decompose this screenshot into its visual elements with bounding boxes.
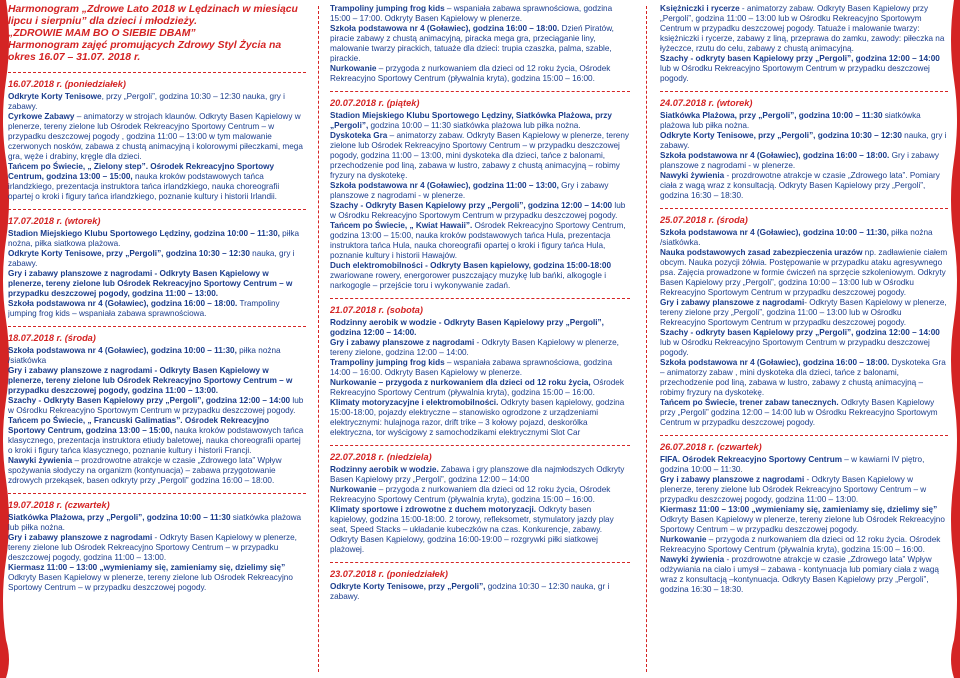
schedule-entry	[330, 485, 630, 505]
entry-text: – przygoda z nurkowaniem dla dzieci od 12 roku życia. Ośrodek Rekreacyjno Sportowy Centrum (pływalnia kryta), godzina 15:00 – 16:00.	[660, 535, 941, 554]
schedule-entry	[330, 465, 630, 485]
entry-title: Odkryte Korty Tenisowe	[8, 92, 102, 101]
entry-text: nauka, gry i zabawy.	[8, 249, 295, 268]
day-section	[660, 442, 948, 595]
schedule-entry	[330, 582, 630, 602]
entry-title: Nawyki żywienia	[660, 555, 725, 564]
column-3	[660, 4, 948, 674]
entry-title: Tańcem po Świecie, trener zabaw tanecznych.	[660, 398, 839, 407]
section-divider	[330, 445, 630, 446]
entry-title: Tańcem po Świecie, „ Zielony step”. Ośrodek Rekreacyjno Sportowy Centrum, godzina 13:00 – 15:00,	[8, 162, 275, 181]
header-slogan: „ZDROWIE MAM BO O SIEBIE DBAM”	[8, 28, 196, 39]
entry-text: Odkryty Basen Kąpielowy przy „Pergoli” godzina 12:00 – 14:00 lub w Ośrodku Rekreacyjno Sportowym Centrum w przypadku deszczowej pogody.	[660, 398, 938, 427]
entry-title: Szachy - odkryty basen Kąpielowy przy „Pergoli”, godzina 12:00 – 14:00	[660, 54, 940, 63]
schedule-entry	[330, 24, 630, 64]
day-section	[660, 215, 948, 428]
day-date: 25.07.2018 r. (środa)	[660, 215, 748, 225]
schedule-entry	[8, 162, 306, 202]
entry-text: - Odkryty Basen Kąpielowy w plenerze, tereny zielone przy „Pergoli”, godzina 11:00 – 13:00 lub w Ośrodku Rekreacyjno Sportowym Centrum w przypadku deszczowej pogody.	[660, 298, 947, 327]
schedule-entry	[330, 181, 630, 201]
schedule-entry	[660, 171, 948, 201]
entry-text: piłka nożna /siatkówka	[8, 346, 281, 365]
schedule-entry	[330, 221, 630, 261]
entry-text: Odkryty basen kąpielowy, godzina 15:00-18:00, pojazdy elektryczne – stanowisko ogrodzone z urządzeniami elektrycznymi: hulajnoga razor, drift trike – 3 kołowy pojazd, deskorólka elektryczna, tor wyścigowy z samochodzikami elektrycznymi Slot Car	[330, 398, 625, 437]
schedule-entry	[330, 4, 630, 24]
schedule-entry	[660, 54, 948, 84]
entry-title: Szachy - odkryty basen Kąpielowy przy „Pergoli”, godzina 12:00 – 14:00	[660, 328, 940, 337]
entry-title: Nauka podstawowych zasad zabezpieczenia urazów	[660, 248, 863, 257]
entry-text: - Odkryty Basen Kąpielowy w plenerze, tereny zielone lub Ośrodek Rekreacyjno Sportowy Centrum – w przypadku deszczowej pogody, godzina 11:00 – 13:00.	[8, 533, 297, 562]
entry-text: godzina 10:30 – 12:30 nauka, gr i zabawy.	[330, 582, 610, 601]
entry-title: FIFA. Ośrodek Rekreacyjno Sportowy Centrum	[660, 455, 842, 464]
entry-title: Szkoła podstawowa nr 4 (Goławiec), godzina 10:00 – 11:30,	[660, 228, 889, 237]
section-divider	[8, 209, 306, 210]
schedule-entry	[8, 456, 306, 486]
column-2	[330, 4, 630, 674]
right-decorative-border	[946, 0, 960, 678]
schedule-entry	[660, 535, 948, 555]
day-date: 23.07.2018 r. (poniedziałek)	[330, 569, 448, 579]
entry-title: Szachy - Odkryty Basen Kąpielowy przy „Pergoli”, godzina 12:00 – 14:00	[330, 201, 613, 210]
day-date: 19.07.2018 r. (czwartek)	[8, 500, 110, 510]
schedule-entry	[8, 112, 306, 162]
day-date: 20.07.2018 r. (piątek)	[330, 98, 420, 108]
schedule-entry	[8, 533, 306, 563]
entry-text: nauka, gry i zabawy.	[660, 131, 947, 150]
entry-text: lub w Ośrodku Rekreacyjno Sportowym Centrum w przypadku deszczowej pogody.	[660, 338, 930, 357]
schedule-entry	[8, 563, 306, 593]
entry-title: Cyrkowe Zabawy	[8, 112, 75, 121]
entry-text: godzina 10:00 – 11:30 siatkówka plażowa lub piłka nożna.	[368, 121, 581, 130]
entry-text: nauka kroków podstawowych tańca irlandzkiego, prezentacja instruktora tańca irlandzkiego, nauka choreografii opartej o kroki i figury tańca irlandzkiego, poznanie kultury i historii Irlandii.	[8, 172, 280, 201]
day-section	[330, 452, 630, 555]
schedule-entry	[660, 555, 948, 595]
schedule-entry	[330, 261, 630, 291]
schedule-entry	[330, 64, 630, 84]
entry-text: - Odkryty Basen Kąpielowy w plenerze, tereny zielone lub Ośrodek Rekreacyjno Sportowy Centrum – w przypadku deszczowej pogody, godzina 11:00 – 13:00.	[660, 475, 927, 504]
entry-title: Dyskoteka Gra	[330, 131, 388, 140]
entry-text: - Odkryty Basen Kąpielowy w plenerze, tereny zielone, godzina 12:00 – 14:00.	[330, 338, 619, 357]
schedule-entry	[8, 396, 306, 416]
entry-title: Gry i zabawy planszowe z nagrodami	[8, 533, 153, 542]
schedule-entry	[8, 229, 306, 249]
entry-title: Nurkowanie	[660, 535, 707, 544]
entry-title: Odkryte Korty Tenisowe, przy „Pergoli”, godzina 10:30 – 12:30	[660, 131, 902, 140]
entry-title: Stadion Miejskiego Klubu Sportowego Lędziny, Siatkówka Plażowa, przy „Pergoli”,	[330, 111, 612, 130]
day-date: 18.07.2018 r. (środa)	[8, 333, 96, 343]
column-divider-right	[646, 6, 647, 672]
entry-title: Nurkowanie	[330, 64, 377, 73]
schedule-entry	[660, 151, 948, 171]
schedule-entry	[8, 513, 306, 533]
schedule-entry	[660, 328, 948, 358]
schedule-entry	[8, 416, 306, 456]
schedule-entry	[660, 358, 948, 398]
entry-text: - prozdrowotne atrakcje w czasie „Zdrowego lata” Wpływ odżywiania na ciało i umysł – zabawa - kontynuacja lub pomiary ciała z wagą wraz z konsultacją –kontynuacja. Odkryty Basen Kąpielowy przy „Pergoli”, godzina 16:30 – 18:30.	[660, 555, 939, 594]
entry-title: Szkoła podstawowa nr 4 (Goławiec), godzina 16:00 – 18:00.	[330, 24, 560, 33]
day-date: 17.07.2018 r. (wtorek)	[8, 216, 101, 226]
entry-title: Księżniczki i rycerze	[660, 4, 740, 13]
day-section	[660, 98, 948, 201]
section-divider	[660, 91, 948, 92]
entry-text: – przygoda z nurkowaniem dla dzieci od 12 roku życia, Ośrodek Rekreacyjno Sportowy Centrum (pływalnia kryta), godzina 15:00 – 16:00.	[330, 485, 611, 504]
header-period: Harmonogram zajęć promujących Zdrowy Styl Życia na okres 16.07 – 31.07. 2018 r.	[8, 40, 282, 63]
entry-title: Trampoliny jumping frog kids	[330, 358, 445, 367]
schedule-entry	[660, 398, 948, 428]
schedule-entry	[8, 92, 306, 112]
entry-text: siatkówka plażowa lub piłka nożna.	[660, 111, 921, 130]
entry-title: Nurkowanie – przygoda z nurkowaniem dla dzieci od 12 roku życia,	[330, 378, 591, 387]
entry-text: , przy „Pergoli”, godzina 10:30 – 12:30 nauka, gry i zabawy.	[8, 92, 285, 111]
schedule-entry	[660, 455, 948, 475]
entry-title: Rodzinny aerobik w wodzie - Odkryty Basen Kąpielowy przy „Pergoli”, godzina 12:00 – 14:00.	[330, 318, 604, 337]
entry-text: Trampoliny jumping frog kids – wspaniała zabawa sprawnościowa.	[8, 299, 280, 318]
column-divider-left	[318, 6, 319, 672]
schedule-header	[8, 4, 306, 64]
schedule-entry	[330, 111, 630, 131]
schedule-entry	[330, 318, 630, 338]
entry-text: - animatorzy zabaw. Odkryty Basen Kąpielowy przy „Pergoli”, godzina 11:00 – 13:00 lub w Ośrodku Rekreacyjno Sportowym Centrum w przypadku deszczowej pogody. Tatuaże i malowanie twarzy: księżniczki i rycerze, zabawy z liną, przeprawa do zamku, zawody: piłeczka na łyżeczce, rzutu do celu, zabawy z chustą animacyjną.	[660, 4, 945, 53]
entry-title: Tańcem po Świecie, „ Kwiat Hawaii”.	[330, 221, 473, 230]
entry-title: Szkoła podstawowa nr 4 (Goławiec), godzina 10:00 – 11:30,	[8, 346, 237, 355]
section-divider	[8, 493, 306, 494]
day-date: 26.07.2018 r. (czwartek)	[660, 442, 762, 452]
schedule-entry	[330, 398, 630, 438]
entry-title: Siatkówka Plażowa, przy „Pergoli”, godzina 10:00 – 11:30	[660, 111, 883, 120]
entry-title: Rodzinny aerobik w wodzie.	[330, 465, 439, 474]
schedule-entry	[660, 4, 948, 54]
section-divider	[330, 298, 630, 299]
entry-text: - prozdrowotne atrakcje w czasie „Zdrowego lata”. Pomiary ciała z wagą wraz z konsultacją. Odkryty Basen Kąpielowy przy „Pergoli”, godzina 16:30 – 18:30.	[660, 171, 940, 200]
entry-title: Nurkowanie	[330, 485, 377, 494]
day-section-continued	[330, 4, 630, 84]
entry-title: Gry i zabawy planszowe z nagrodami	[660, 475, 805, 484]
entry-text: Gry i zabawy planszowe z nagrodami - w plenerze.	[330, 181, 609, 200]
entry-title: Gry i zabawy planszowe z nagrodami	[330, 338, 475, 347]
entry-text: – animatorzy w strojach klaunów. Odkryty Basen Kąpielowy w plenerze, tereny zielone lub Ośrodek Rekreacyjno Sportowy Centrum – w przypadku deszczowej pogody , godzina 11:00 – 13:00 w tym malowanie czerwonych nosków, zabawa z chustą animacyjną i kolorowymi piłeczkami, mega gra, węże i drabiny, kręgle dla dzieci.	[8, 112, 303, 161]
entry-title: Kiermasz 11:00 – 13:00 „wymieniamy się, zamieniamy się, dzielimy się”	[660, 505, 938, 514]
entry-title: Klimaty sportowe i zdrowotne z duchem motoryzacji.	[330, 505, 537, 514]
schedule-entry	[660, 111, 948, 131]
entry-text: siatkówka plażowa lub piłka nożna.	[8, 513, 302, 532]
entry-text: zwariowane rowery, energorower puszczający muzykę lub bańki, alkogogle i narkogogle – przejście toru i wykonywanie zadań.	[330, 271, 607, 290]
day-section	[8, 216, 306, 319]
entry-text: Odkryty Basen Kąpielowy w plenerze, tereny zielone lub Ośrodek Rekreacyjno Sportowy Centrum – w przypadku deszczowej pogody.	[8, 573, 293, 592]
entry-text: Odkryty basen kąpielowy, godzina 15:00-18:00. 2 torowy, refleksometr, stymulatory jazdy play seat, Speed Stacks – układanie kubeczków na czas. Konkurencje, zabawy. Odkryty Basen Kąpielowy, godzina 16:00-19:00 – rozgrywki piłki siatkowej plażowej.	[330, 505, 614, 554]
entry-text: np. zadławienie ciałem obcym. Nauka pozycji żółwia. Postępowanie w przypadku ataku agresywnego psa. Zajęcia prowadzone w formie ćwiczeń na sprzęcie szkoleniowym. Odkryty Basen Kąpielowy przy „Pergoli”, godzina 10:00 – 13:00 lub w Ośrodku Rekreacyjno Sportowym Centrum w przypadku deszczowej pogody.	[660, 248, 948, 297]
entry-title: Szkoła podstawowa nr 4 (Goławiec), godzina 16:00 – 18:00.	[660, 151, 890, 160]
entry-text: – przygoda z nurkowaniem dla dzieci od 12 roku życia, Ośrodek Rekreacyjno Sportowy Centrum (pływalnia kryta), godzina 15:00 – 16:00.	[330, 64, 611, 83]
schedule-entry	[660, 505, 948, 535]
entry-text: – wspaniała zabawa sprawnościowa, godzina 14:00 – 16:00. Odkryty Basen Kąpielowy w plenerze.	[330, 358, 613, 377]
entry-title: Gry i zabawy planszowe z nagrodami - Odkryty Basen Kąpielowy w plenerze, tereny zielone lub Ośrodek Rekreacyjno Sportowy Centrum – w przypadku deszczowej pogody, godzina 11:00 – 13:00.	[8, 366, 293, 395]
section-divider	[330, 562, 630, 563]
schedule-entry	[8, 346, 306, 366]
entry-text: lub w Ośrodku Rekreacyjno Sportowym Centrum w przypadku deszczowej pogody.	[8, 396, 304, 415]
schedule-entry	[660, 248, 948, 298]
day-section	[330, 569, 630, 602]
section-divider	[660, 435, 948, 436]
schedule-entry	[8, 269, 306, 299]
entry-text: lub w Ośrodku Rekreacyjno Sportowym Centrum w przypadku deszczowej pogody.	[660, 64, 930, 83]
entry-title: Szkoła podstawowa nr 4 (Goławiec), godzina 16:00 – 18:00.	[8, 299, 238, 308]
schedule-entry	[660, 228, 948, 248]
entry-text: lub w Ośrodku Rekreacyjno Sportowym Centrum w przypadku deszczowej pogody.	[330, 201, 626, 220]
entry-title: Nawyki żywienia	[660, 171, 725, 180]
entry-title: Stadion Miejskiego Klubu Sportowego Lędziny, godzina 10:00 – 11:30,	[8, 229, 280, 238]
schedule-entry	[330, 358, 630, 378]
entry-text: Dzień Piratów, piracie zabawy z chustą animacyjną, piracka mega gra, przeciąganie liny, malowanie twarzy pirackich, tatuaże dla dzieci: trupia czaszka, palma, szable, pirackie.	[330, 24, 614, 63]
entry-text: nauka kroków podstawowych tańca klasycznego, prezentacja instruktora etiudy baletowej, nauka choreografii opartej o kroki i figury tańca klasycznego, poznanie kultury i historii Francji.	[8, 426, 304, 455]
entry-text: – prozdrowotne atrakcje w czasie „Zdrowego lata” Wpływ spożywania słodyczy na organizm (kontynuacja) – zabawa przygotowanie zdrowych przekąsek, basen odkryty przy „Pergoli” godzina 16:00 – 18:00.	[8, 456, 282, 485]
entry-text: – animatorzy zabaw. Odkryty Basen Kąpielowy w plenerze, tereny zielone lub Ośrodek Rekreacyjno Sportowy Centrum – w przypadku deszczowej pogody, godzina 11:00 – 13:00, mini dyskoteka dla dzieci, tańce z balonami, przechodzenie pod liną, zabawa w lustro, zabawy z chustą animacyjną – robimy fryzury na dyskotekę.	[330, 131, 630, 180]
schedule-entry	[660, 131, 948, 151]
schedule-entry	[330, 131, 630, 181]
entry-text: Dyskoteka Gra – animatorzy zabaw , mini dyskoteka dla dzieci, tańce z balonami, przechodzenie pod liną, zabawa w lustro, zabawy z chustą animacyjną – robimy fryzury na dyskotekę.	[660, 358, 946, 397]
entry-title: Nawyki żywienia	[8, 456, 73, 465]
header-title: Harmonogram „Zdrowe Lato 2018 w Lędzinach w miesiącu lipcu i sierpniu” dla dzieci i młodzieży.	[8, 4, 298, 27]
entry-title: Odkryte Korty Tenisowe, przy „Pergoli”,	[330, 582, 486, 591]
day-date: 22.07.2018 r. (niedziela)	[330, 452, 432, 462]
entry-title: Szkoła podstawowa nr 4 (Goławiec), godzina 11:00 – 13:00,	[330, 181, 559, 190]
day-section	[330, 98, 630, 291]
day-date: 24.07.2018 r. (wtorek)	[660, 98, 753, 108]
entry-title: Duch elektromobilności - Odkryty Basen kąpielowy, godzina 15:00-18:00	[330, 261, 612, 270]
entry-text: Gry i zabawy planszowe z nagrodami - w plenerze.	[660, 151, 939, 170]
schedule-entry	[660, 298, 948, 328]
entry-text: Odkryty Basen Kąpielowy w plenerze, tereny zielone lub Ośrodek Rekreacyjno Sportowy Centrum – w przypadku deszczowej pogody.	[660, 515, 945, 534]
day-section	[8, 500, 306, 593]
entry-text: Zabawa i gry planszowe dla najmłodszych Odkryty Basen Kąpielowy przy „Pergoli”, godzina 12:00 – 14:00	[330, 465, 625, 484]
entry-text: piłka nożna /siatkówka.	[660, 228, 933, 247]
schedule-entry	[330, 338, 630, 358]
entry-title: Kiermasz 11:00 – 13:00 „wymieniamy się, zamieniamy się, dzielimy się”	[8, 563, 286, 572]
day-section	[330, 305, 630, 438]
entry-text: – w kawiarni IV piętro, godzina 10:00 – 11:30.	[660, 455, 925, 474]
day-date: 16.07.2018 r. (poniedziałek)	[8, 79, 126, 89]
day-section	[8, 333, 306, 486]
schedule-entry	[330, 378, 630, 398]
entry-title: Siatkówka Plażowa, przy „Pergoli”, godzina 10:00 – 11:30	[8, 513, 231, 522]
schedule-entry	[330, 505, 630, 555]
entry-title: Klimaty motoryzacyjne i elektromobilności.	[330, 398, 499, 407]
day-section-continued	[660, 4, 948, 84]
entry-title: Szachy - Odkryty Basen Kąpielowy przy „Pergoli”, godzina 12:00 – 14:00	[8, 396, 291, 405]
schedule-entry	[8, 249, 306, 269]
day-date: 21.07.2018 r. (sobota)	[330, 305, 423, 315]
entry-title: Gry i zabawy planszowe z nagrodami	[660, 298, 805, 307]
entry-title: Tańcem po Świecie, „ Francuski Galimatias”. Ośrodek Rekreacyjno Sportowy Centrum, godzina 13:00 – 15:00,	[8, 416, 270, 435]
section-divider	[8, 326, 306, 327]
schedule-entry	[8, 299, 306, 319]
entry-text: piłka nożna, piłka siatkowa plażowa.	[8, 229, 300, 248]
entry-title: Gry i zabawy planszowe z nagrodami - Odkryty Basen Kąpielowy w plenerze, tereny zielone lub Ośrodek Rekreacyjno Sportowy Centrum – w przypadku deszczowej pogody, godzina 11:00 – 13:00.	[8, 269, 293, 298]
column-1	[8, 4, 306, 674]
entry-text: – wspaniała zabawa sprawnościowa, godzina 15:00 – 17:00. Odkryty Basen Kąpielowy w plenerze.	[330, 4, 613, 23]
section-divider	[660, 208, 948, 209]
day-section	[8, 79, 306, 202]
entry-title: Szkoła podstawowa nr 4 (Goławiec), godzina 16:00 – 18:00.	[660, 358, 890, 367]
section-divider	[8, 72, 306, 73]
schedule-entry	[660, 475, 948, 505]
section-divider	[330, 91, 630, 92]
schedule-entry	[330, 201, 630, 221]
schedule-entry	[8, 366, 306, 396]
entry-text: Ośrodek Rekreacyjno Sportowy Centrum (pływalnia kryta), godzina 15:00 – 16:00.	[330, 378, 624, 397]
entry-title: Trampoliny jumping frog kids	[330, 4, 445, 13]
entry-title: Odkryte Korty Tenisowe, przy „Pergoli”, godzina 10:30 – 12:30	[8, 249, 250, 258]
entry-text: Ośrodek Rekreacyjno Sportowy Centrum, godzina 13:00 – 15:00, nauka kroków podstawowych tańca Hula, prezentacja instruktora tańca Hula, nauka choreografii opartej o kroki i figury tańca Hula, poznanie kultury i historii Hawajów.	[330, 221, 626, 260]
